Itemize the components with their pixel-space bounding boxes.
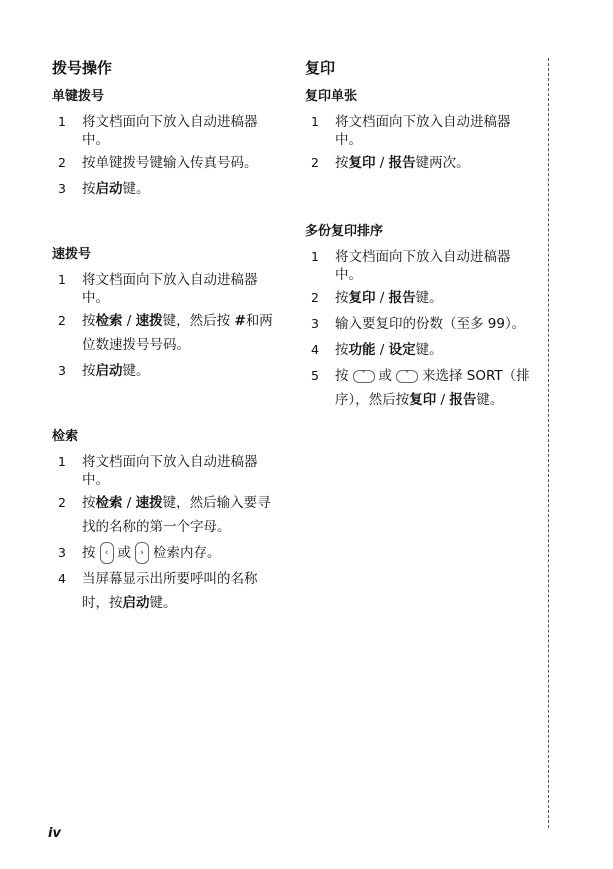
step-number: 2	[58, 495, 66, 510]
heading-single-key-dial: 单键拨号	[52, 89, 105, 104]
step	[305, 154, 537, 175]
step-number: 1	[58, 454, 66, 469]
arrow-right-key-icon: ›	[135, 542, 149, 564]
step	[52, 271, 284, 307]
key-name-search: 检索	[95, 313, 123, 329]
step	[305, 289, 537, 310]
key-name-speed-dial: 速拨	[135, 313, 163, 329]
key-name-start: 启动	[122, 595, 150, 611]
page-number: iv	[48, 826, 61, 841]
step-number: 3	[58, 363, 66, 378]
step-number: 2	[311, 155, 319, 170]
key-name-copy: 复印	[348, 290, 376, 306]
step-text: 将文档面向下放入自动进稿器中。	[335, 249, 511, 283]
step	[52, 154, 284, 175]
key-name-setting: 设定	[388, 342, 416, 358]
step-text: 按单键拨号键输入传真号码。	[82, 155, 258, 171]
step-text: 按复印 / 报告键两次。	[335, 155, 470, 171]
step-text: 按复印 / 报告键。	[335, 290, 443, 306]
key-name-report: 报告	[388, 155, 416, 171]
step	[52, 544, 284, 565]
step	[52, 180, 284, 198]
step-number: 1	[311, 114, 319, 129]
step-number: 3	[311, 316, 319, 331]
step-number: 2	[311, 290, 319, 305]
section-single-key-dial	[52, 88, 284, 198]
step	[52, 113, 284, 149]
section-speed-dial	[52, 246, 284, 380]
step	[305, 113, 537, 149]
step-text: 按启动键。	[82, 363, 150, 379]
key-name-start: 启动	[95, 363, 123, 379]
key-name-search: 检索	[95, 495, 123, 511]
section-single-copy	[305, 88, 537, 175]
step-number: 4	[58, 571, 66, 586]
key-name-start: 启动	[95, 181, 123, 197]
section-multi-copy-sort	[305, 223, 537, 412]
step-text: 按 ‹ 或 › 检索内存。	[82, 541, 284, 565]
heading-speed-dial: 速拨号	[52, 247, 92, 262]
key-name-report: 报告	[388, 290, 416, 306]
key-name-copy: 复印	[348, 155, 376, 171]
key-name-speed-dial: 速拨	[135, 495, 163, 511]
step-number: 1	[311, 249, 319, 264]
right-column	[305, 58, 537, 438]
heading-multi-copy-sort: 多份复印排序	[305, 224, 384, 239]
step-text: 将文档面向下放入自动进稿器中。	[335, 114, 511, 148]
key-name-function: 功能	[348, 342, 376, 358]
step-text: 当屏幕显示出所要呼叫的名称时，按启动键。	[82, 571, 258, 611]
heading-search: 检索	[52, 429, 79, 444]
key-name-copy: 复印	[409, 392, 437, 408]
arrow-up-key-icon: ˆ	[353, 370, 375, 383]
step	[52, 312, 284, 357]
step-text: 按启动键。	[82, 181, 150, 197]
step-text: 按 ˆ 或 ˇ 来选择 SORT（排序），然后按复印 / 报告键。	[335, 368, 530, 408]
step	[52, 570, 284, 615]
step-text: 按检索 / 速拨键，然后输入要寻找的名称的第一个字母。	[82, 495, 271, 535]
heading-single-copy: 复印单张	[305, 89, 358, 104]
step	[52, 453, 284, 489]
section-title-copy: 复印	[305, 59, 336, 77]
arrow-left-key-icon: ‹	[100, 542, 114, 564]
step-text: 按功能 / 设定键。	[335, 342, 443, 358]
key-name-report: 报告	[449, 392, 477, 408]
step-number: 1	[58, 272, 66, 287]
step-text: 输入要复印的份数（至多 99）。	[335, 316, 526, 332]
step	[52, 494, 284, 539]
key-name-hash: #	[234, 313, 246, 329]
section-title-dialing: 拨号操作	[52, 59, 113, 77]
left-column	[52, 58, 284, 641]
step	[305, 367, 537, 412]
step	[305, 315, 537, 336]
step-text: 按检索 / 速拨键，然后按 #和两位数速拨号号码。	[82, 313, 273, 353]
dashed-cut-line	[548, 58, 549, 828]
step-number: 3	[58, 181, 66, 196]
step-number: 3	[58, 545, 66, 560]
step-number: 5	[311, 368, 319, 383]
step	[305, 341, 537, 362]
step-number: 2	[58, 313, 66, 328]
step-text: 将文档面向下放入自动进稿器中。	[82, 114, 258, 148]
step-number: 4	[311, 342, 319, 357]
arrow-down-key-icon: ˇ	[396, 370, 418, 383]
step-text: 将文档面向下放入自动进稿器中。	[82, 272, 258, 306]
step	[305, 248, 537, 284]
step-number: 2	[58, 155, 66, 170]
step-number: 1	[58, 114, 66, 129]
step	[52, 362, 284, 380]
section-search	[52, 428, 284, 615]
step-text: 将文档面向下放入自动进稿器中。	[82, 454, 258, 488]
